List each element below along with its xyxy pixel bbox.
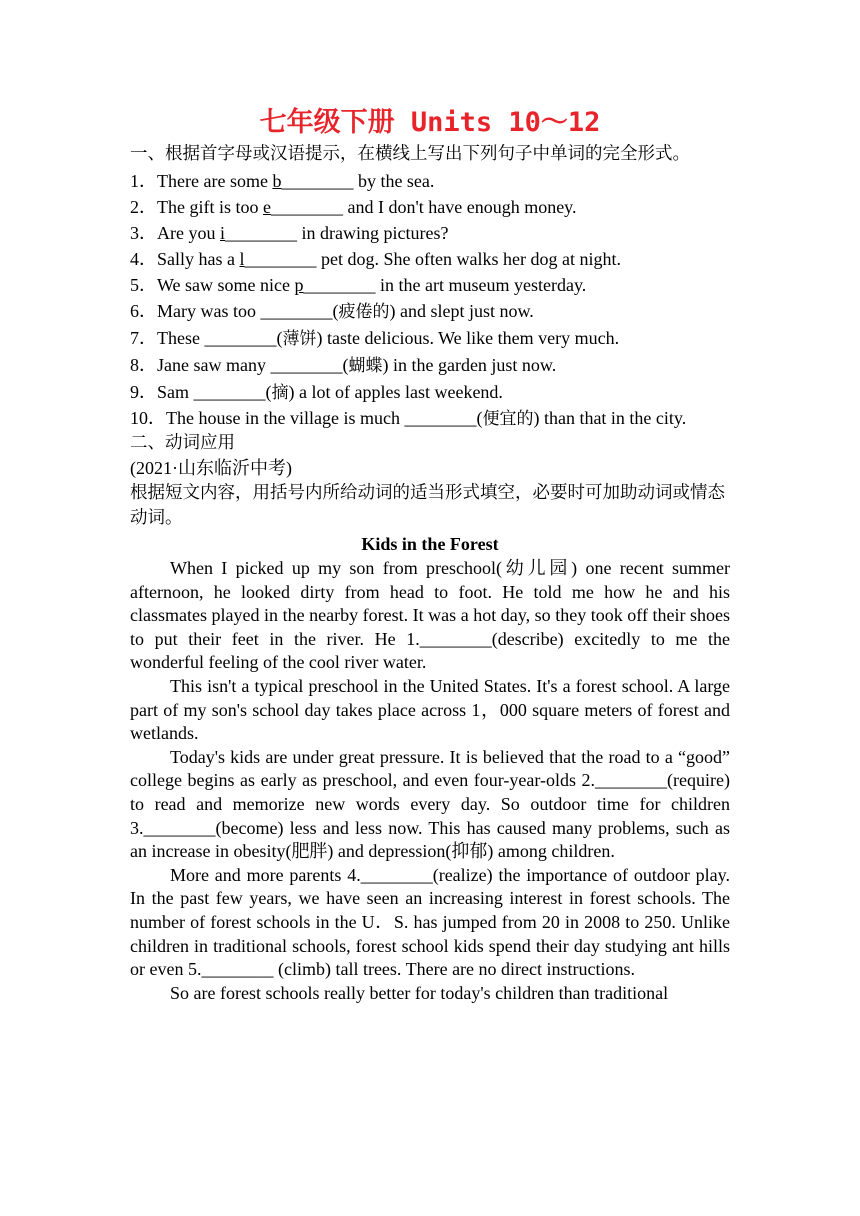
section1-list: [130, 168, 730, 431]
question-item-10: 10．The house in the village is much ________(便宜的) than that in the city.: [130, 408, 687, 429]
question-item-9: 9．Sam ________(摘) a lot of apples last weekend.: [130, 382, 503, 403]
article-paragraph-2: This isn't a typical preschool in the United States. It's a forest school. A large part of my son's school day takes place across 1，000 square meters of forest and wetlands.: [130, 675, 730, 744]
article-paragraph-5: So are forest schools really better for today's children than traditional: [170, 982, 669, 1003]
question-item-8: 8．Jane saw many ________(蝴蝶) in the garden just now.: [130, 355, 557, 376]
question-item-3: 3．Are you i________ in drawing pictures?: [130, 223, 449, 243]
question-item-4: 4．Sally has a l________ pet dog. She often walks her dog at night.: [130, 249, 621, 269]
section1-heading: 一、根据首字母或汉语提示，在横线上写出下列句子中单词的完全形式。: [130, 144, 690, 164]
section2-heading: 二、动词应用: [130, 433, 235, 453]
section2-source: (2021·山东临沂中考): [130, 458, 292, 478]
article-paragraph-3: Today's kids are under great pressure. It is believed that the road to a “good” college begins as early as preschool, and even four-year-olds 2.________(require) to read and memorize new words every day. So outdoor time for children 3.________(become) less and less now. This has caused many problems, such as an increase in obesity(肥胖) and depression(抑郁) among children.: [130, 746, 730, 862]
page-title: 七年级下册 Units 10～12: [259, 107, 601, 138]
article-paragraph-4: More and more parents 4.________(realize) the importance of outdoor play. In the past few years, we have seen an increasing interest in forest schools. The number of forest schools in the U．S. has jumped from 20 in 2008 to 250. Unlike children in traditional schools, forest school kids spend their day studying ant hills or even 5.________ (climb) tall trees. There are no direct instructions.: [130, 864, 730, 980]
worksheet-page: [130, 104, 730, 1005]
question-item-6: 6．Mary was too ________(疲倦的) and slept just now.: [130, 301, 534, 322]
article-title: Kids in the Forest: [361, 534, 499, 554]
article-paragraph-1: When I picked up my son from preschool(幼儿园) one recent summer afternoon, he looked dirty from head to foot. He told me how he and his classmates played in the nearby forest. It was a hot day, so they took off their shoes to put their feet in the river. He 1.________(describe) excitedly to me the wonderful feeling of the cool river water.: [130, 558, 730, 673]
section2-instruction: 根据短文内容，用括号内所给动词的适当形式填空，必要时可加助动词或情态动词。: [130, 483, 725, 528]
question-item-1: 1．There are some b________ by the sea.: [130, 171, 435, 191]
question-item-2: 2．The gift is too e________ and I don't have enough money.: [130, 197, 577, 217]
question-item-5: 5．We saw some nice p________ in the art museum yesterday.: [130, 275, 587, 295]
question-item-7: 7．These ________(薄饼) taste delicious. We like them very much.: [130, 328, 620, 349]
